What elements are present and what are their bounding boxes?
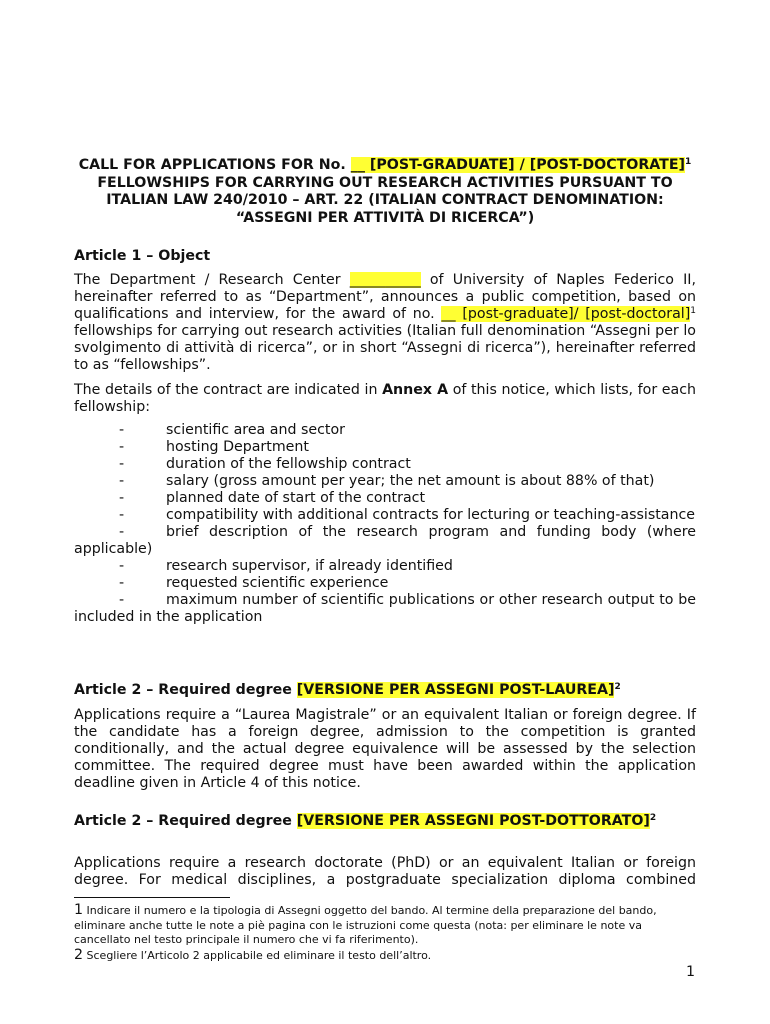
list-item-text: planned date of start of the contract xyxy=(166,490,426,506)
department-blank: __________ xyxy=(349,272,421,288)
article-1-paragraph-2 xyxy=(74,382,696,416)
text: The Department / Research Center xyxy=(74,272,350,288)
footnote-1 xyxy=(74,903,696,948)
article-1-paragraph-1 xyxy=(74,272,696,374)
list-item xyxy=(74,507,696,524)
list-item xyxy=(74,473,696,490)
version-highlight: [VERSIONE PER ASSEGNI POST-LAUREA] xyxy=(296,682,615,698)
title-text: CALL FOR APPLICATIONS FOR No. xyxy=(78,157,351,173)
list-item-text: research supervisor, if already identified xyxy=(166,558,453,574)
text: of University of Naples Federico II, hereinafter referred to as “Department”, announces a public competition, based on qualifications and interview, for the award of no. xyxy=(74,272,696,322)
heading-text: Article 2 – Required degree xyxy=(74,813,297,829)
list-item-text: hosting Department xyxy=(166,439,309,455)
footnote-ref-1[interactable]: 1 xyxy=(685,157,692,167)
footnote-ref-1[interactable]: 1 xyxy=(690,306,696,316)
text: The details of the contract are indicated in xyxy=(74,382,383,398)
list-item xyxy=(74,524,696,558)
footnote-separator xyxy=(74,897,230,898)
footnote-number: 1 xyxy=(74,902,84,918)
footnote-ref-2[interactable]: 2 xyxy=(649,813,657,823)
bullet: - xyxy=(119,507,125,523)
bullet: - xyxy=(119,558,125,574)
version-highlight: [VERSIONE PER ASSEGNI POST-DOTTORATO] xyxy=(296,813,650,829)
list-item-text: duration of the fellowship contract xyxy=(166,456,411,472)
bullet: - xyxy=(119,439,125,455)
list-item-text: compatibility with additional contracts for lecturing or teaching-assistance xyxy=(166,507,695,523)
footnote-text: Scegliere l’Articolo 2 applicabile ed eliminare il testo dell’altro. xyxy=(83,949,432,962)
list-item-text: salary (gross amount per year; the net amount is about 88% of that) xyxy=(166,473,655,489)
text: fellowships for carrying out research activities (Italian full denomination “Assegni per lo svolgimento di attività di ricerca”, or in short “Assegni di ricerca”), hereinafter referred to as “fellowships”. xyxy=(74,323,696,373)
list-item xyxy=(74,575,696,592)
list-item-text: scientific area and sector xyxy=(166,422,345,438)
bullet: - xyxy=(119,575,125,591)
bullet: - xyxy=(119,473,125,489)
article-2a-heading xyxy=(74,682,696,699)
article-2b-body: Applications require a research doctorate (PhD) or an equivalent Italian or foreign degree. For medical disciplines, a postgraduate specialization diploma combined xyxy=(74,855,696,888)
bullet: - xyxy=(119,456,125,472)
footnote-text: Indicare il numero e la tipologia di Assegni oggetto del bando. Al termine della preparazione del bando, eliminare anche tutte le note a piè pagina con le istruzioni come questa (nota: per eliminare le note va cancellato nel testo principale il numero che vi fa riferimento). xyxy=(74,904,657,946)
footnote-number: 2 xyxy=(74,947,84,963)
list-item xyxy=(74,439,696,456)
fellowship-type-highlight: __ [post-graduate]/ [post-doctoral] xyxy=(441,306,691,322)
text: of this notice, which lists, for each fellowship: xyxy=(74,382,697,415)
list-item-text: maximum number of scientific publications or other research output to be included in the application xyxy=(74,592,696,625)
list-item xyxy=(74,592,696,626)
article-2b-heading xyxy=(74,813,696,830)
heading-text: Article 2 – Required degree xyxy=(74,682,297,698)
list-item xyxy=(74,558,696,575)
list-item xyxy=(74,456,696,473)
list-item-text: brief description of the research program and funding body (where applicable) xyxy=(74,524,696,557)
list-item-text: requested scientific experience xyxy=(166,575,389,591)
article-2a-body: Applications require a “Laurea Magistrale” or an equivalent Italian or foreign degree. If the candidate has a foreign degree, admission to the competition is granted conditionally, and the actual degree equivalence will be assessed by the selection committee. The required degree must have been awarded within the application deadline given in Article 4 of this notice. xyxy=(74,707,696,791)
document-title xyxy=(74,157,696,227)
fellowship-details-list xyxy=(74,422,696,626)
list-item xyxy=(74,422,696,439)
title-text-rest: FELLOWSHIPS FOR CARRYING OUT RESEARCH ACTIVITIES PURSUANT TO ITALIAN LAW 240/2010 – ART. 22 (ITALIAN CONTRACT DENOMINATION: “ASSEGNI PER ATTIVITÀ DI RICERCA”) xyxy=(97,174,673,226)
page-number: 1 xyxy=(686,964,696,980)
annex-a-ref: Annex A xyxy=(382,382,449,398)
bullet: - xyxy=(119,490,125,506)
bullet: - xyxy=(119,524,125,540)
bullet: - xyxy=(119,422,125,438)
footnote-2 xyxy=(74,948,696,964)
footnote-ref-2[interactable]: 2 xyxy=(614,682,621,692)
title-highlight: __ [POST-GRADUATE] / [POST-DOCTORATE] xyxy=(350,157,686,173)
article-1-heading: Article 1 – Object xyxy=(74,248,211,264)
bullet: - xyxy=(119,592,125,608)
list-item xyxy=(74,490,696,507)
